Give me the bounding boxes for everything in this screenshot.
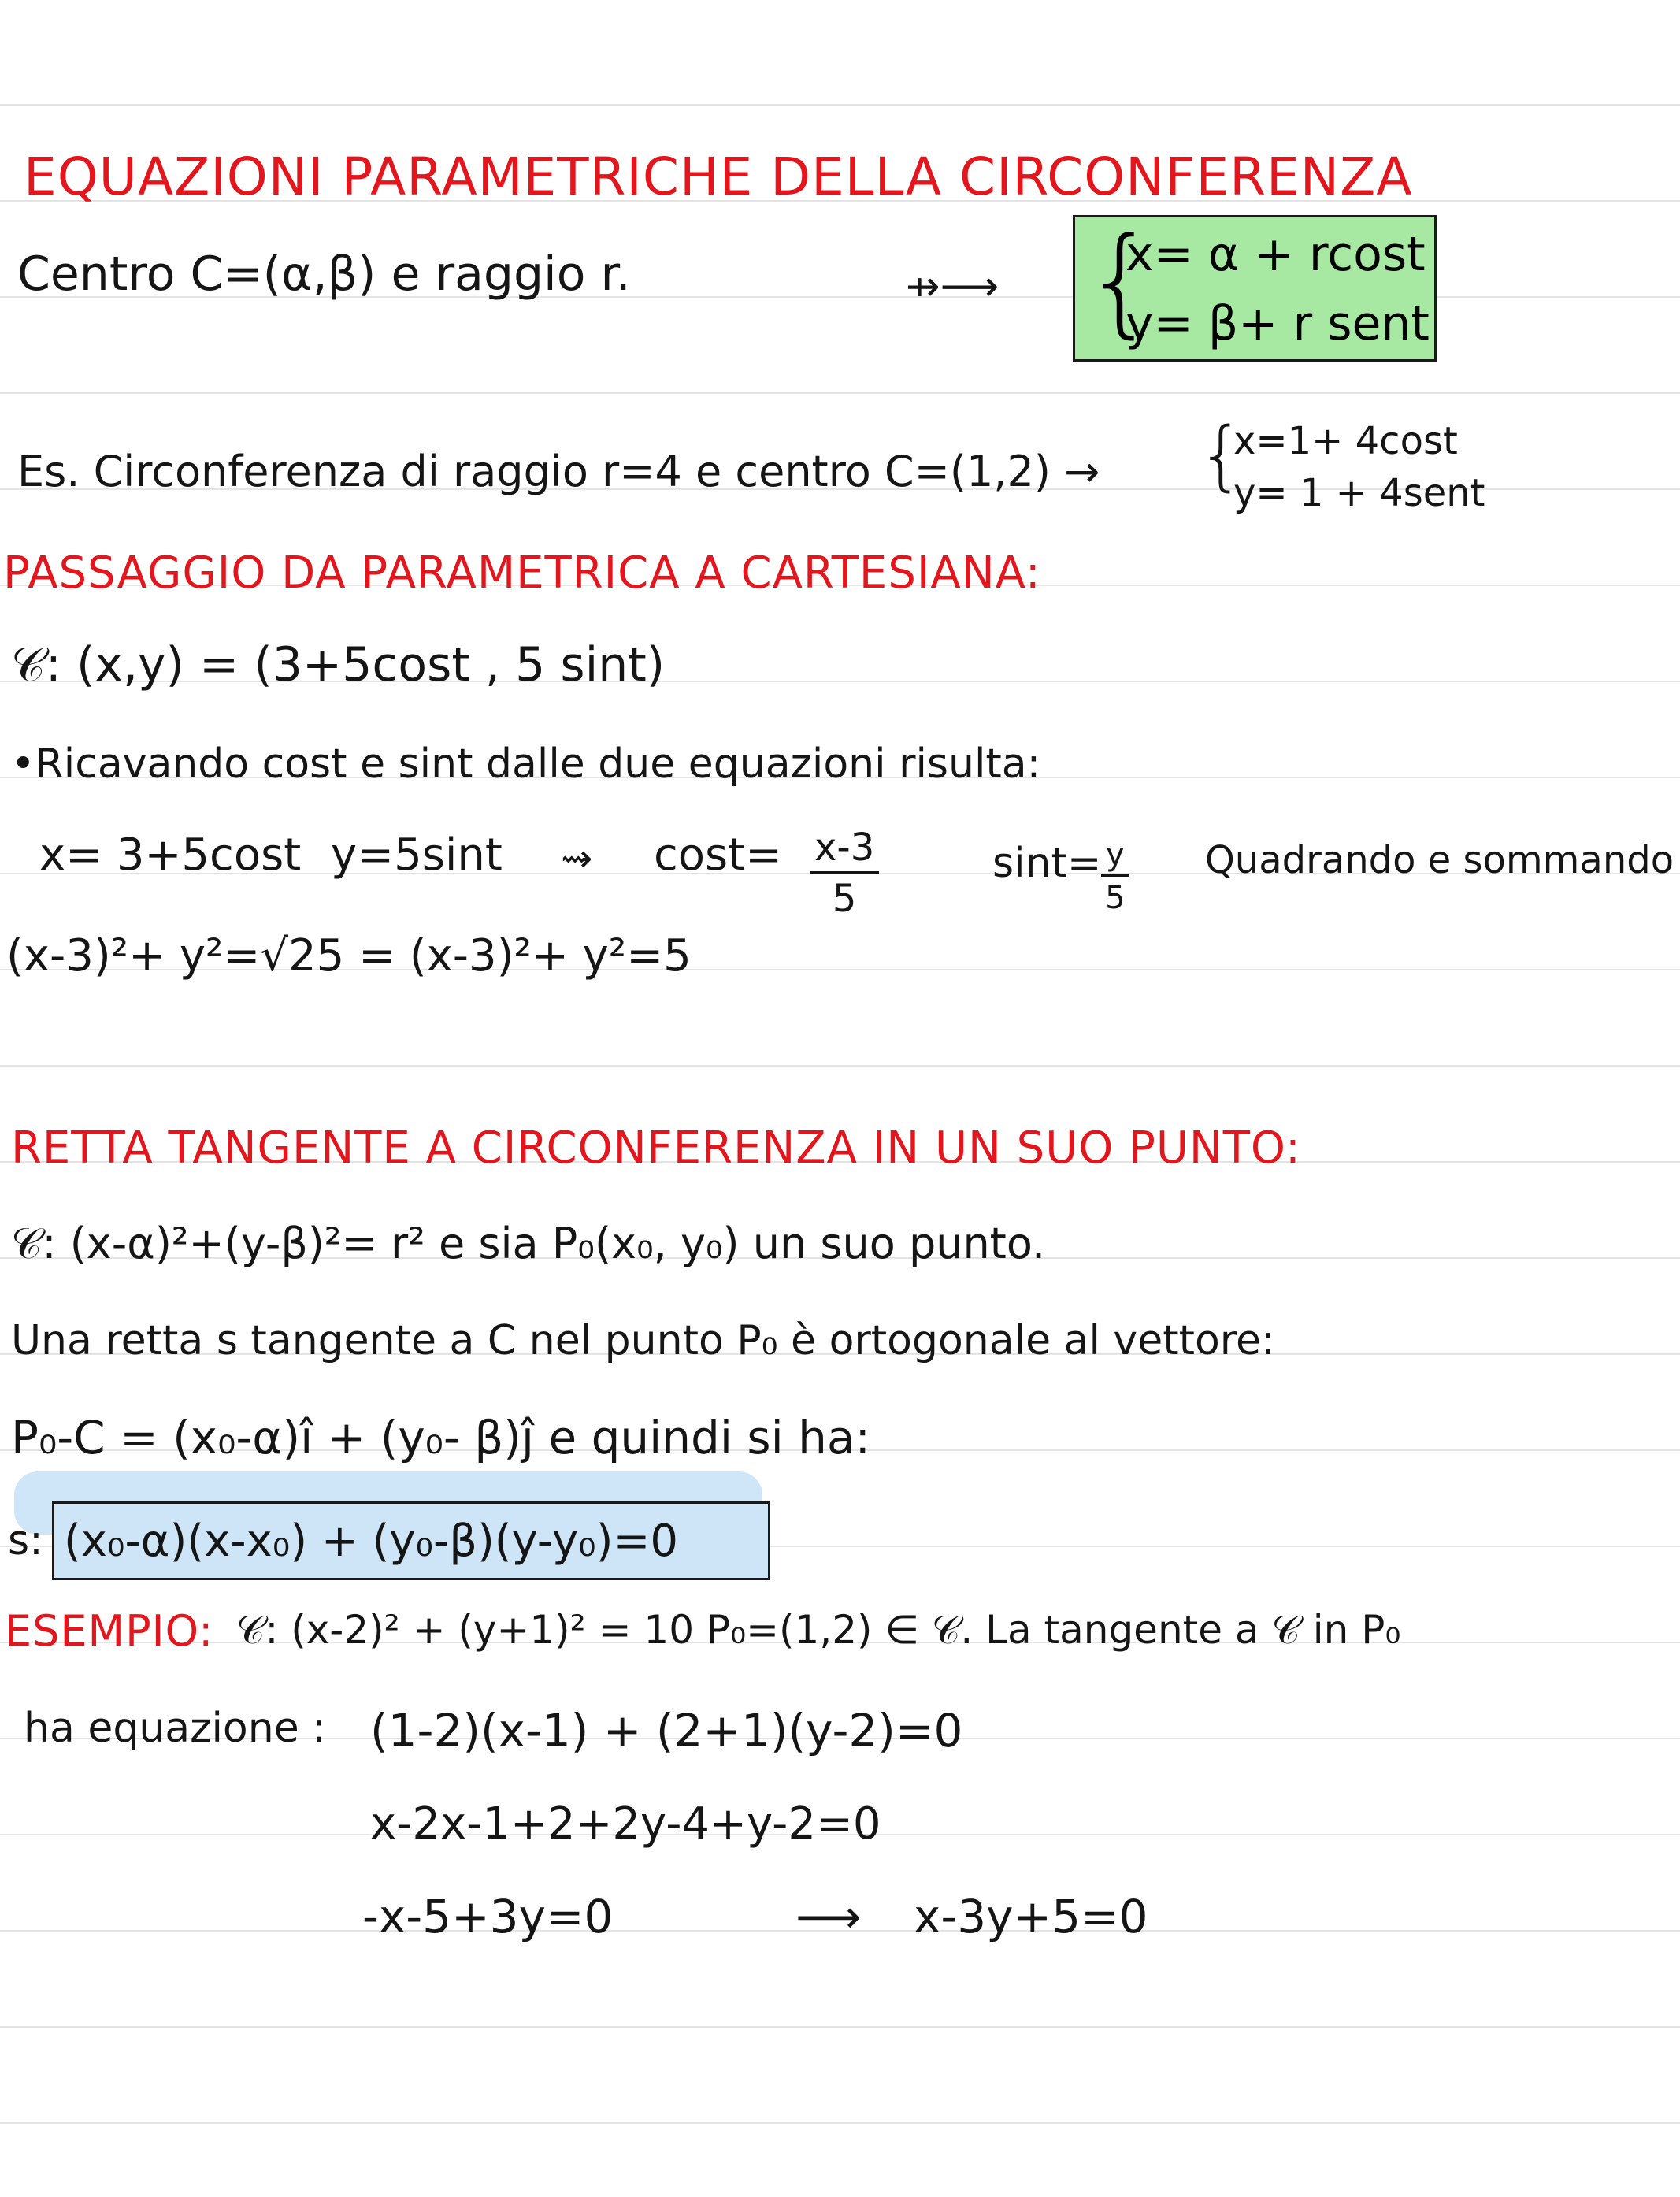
tangent-eq-label: s: xyxy=(8,1517,43,1564)
tangent-example-equation: (1-2)(x-1) + (2+1)(y-2)=0 xyxy=(370,1704,963,1757)
section-heading-parametric-to-cartesian: PASSAGGIO DA PARAMETRICA A CARTESIANA: xyxy=(3,547,1041,599)
vector-line: P₀-C = (x₀-α)î + (y₀- β)ĵ e quindi si ha: xyxy=(11,1411,871,1464)
x-equation: x= 3+5cost xyxy=(39,829,302,881)
param-eq-x: x= α + rcost xyxy=(1126,227,1426,282)
sint-fraction xyxy=(1101,837,1129,916)
brace-icon: { xyxy=(1197,411,1246,499)
ruled-line xyxy=(0,1065,1680,1067)
circle-definition: 𝒞: (x-α)²+(y-β)²= r² e sia P₀(x₀, y₀) un suo punto. xyxy=(11,1219,1046,1268)
parametric-equations-box xyxy=(1073,215,1437,362)
arrow-icon: ⟶ xyxy=(795,1890,862,1943)
centro-line: Centro C=(α,β) e raggio r. xyxy=(17,247,631,302)
ruled-line xyxy=(0,104,1680,106)
example-eq-x: x=1+ 4cost xyxy=(1233,419,1458,463)
bullet-text: •Ricavando cost e sint dalle due equazioni risulta: xyxy=(11,740,1041,788)
cost-numerator: x-3 xyxy=(810,826,879,874)
derivation-tail: Quadrando e sommando xyxy=(1205,838,1674,882)
example-eq-y: y= 1 + 4sent xyxy=(1233,471,1485,515)
esempio-text: 𝒞: (x-2)² + (y+1)² = 10 P₀=(1,2) ∈ 𝒞. La tangente a 𝒞 in P₀ xyxy=(236,1607,1401,1653)
curve-definition: 𝒞: (x,y) = (3+5cost , 5 sint) xyxy=(11,637,666,692)
step-2-right: x-3y+5=0 xyxy=(914,1890,1148,1943)
tangent-explanation: Una retta s tangente a C nel punto P₀ è ortogonale al vettore: xyxy=(11,1317,1275,1364)
ruled-line xyxy=(0,2122,1680,2124)
ha-equazione-label: ha equazione : xyxy=(24,1705,326,1752)
ruled-line xyxy=(0,2026,1680,2028)
brace-icon: { xyxy=(1083,213,1159,350)
cost-fraction xyxy=(810,826,879,921)
tangent-equation: (x₀-α)(x-x₀) + (y₀-β)(y-y₀)=0 xyxy=(64,1516,679,1567)
cost-lhs: cost= xyxy=(654,829,783,881)
arrow-symbol: ⇸⟶ xyxy=(906,263,999,310)
ruled-line xyxy=(0,392,1680,394)
page-title: EQUAZIONI PARAMETRICHE DELLA CIRCONFERENZA xyxy=(24,147,1413,207)
sint-numerator: y xyxy=(1101,837,1129,877)
cost-denominator: 5 xyxy=(832,877,857,921)
tangent-equation-box xyxy=(52,1501,770,1580)
step-2-left: -x-5+3y=0 xyxy=(362,1890,614,1943)
step-1: x-2x-1+2+2y-4+y-2=0 xyxy=(370,1798,881,1850)
example-text: Es. Circonferenza di raggio r=4 e centro C=(1,2) → xyxy=(17,447,1100,496)
param-eq-y: y= β+ r sent xyxy=(1126,296,1430,351)
sint-denominator: 5 xyxy=(1105,880,1126,916)
section-heading-tangent: RETTA TANGENTE A CIRCONFERENZA IN UN SUO PUNTO: xyxy=(11,1123,1301,1174)
arrow-icon: ⇝ xyxy=(561,837,593,881)
esempio-label: ESEMPIO: xyxy=(5,1606,214,1656)
y-equation: y=5sint xyxy=(331,829,503,881)
cartesian-equation: (x-3)²+ y²=√25 = (x-3)²+ y²=5 xyxy=(6,930,692,982)
sint-lhs: sint= xyxy=(992,840,1102,887)
